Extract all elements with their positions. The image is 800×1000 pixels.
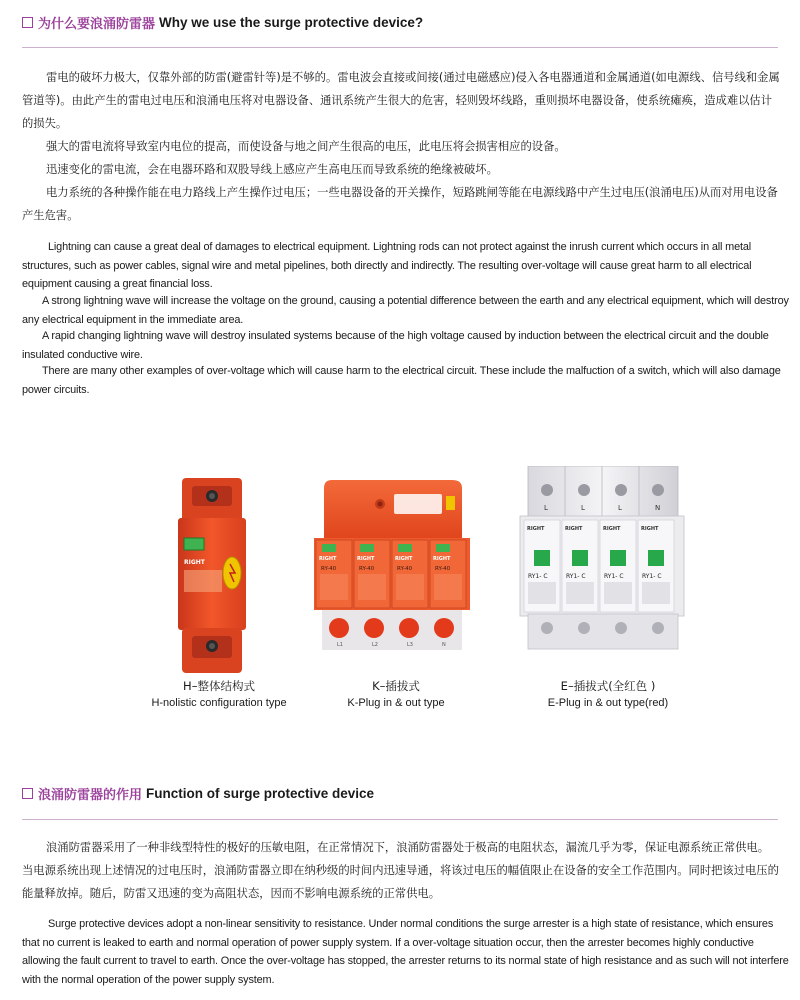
product-caption-e [508, 678, 708, 712]
product-image-h-type [172, 478, 252, 673]
brand-label: RIGHT [319, 556, 337, 562]
section-title-en: Function of surge protective device [146, 786, 375, 801]
product-image-k-type [312, 478, 472, 653]
cn-paragraph-2: 强大的雷电流将导致室内电位的提高，而使设备与地之间产生很高的电压，此电压将会损害相应的设备。 [46, 140, 566, 153]
product-image-e-type [518, 466, 686, 651]
module-label: RY-40 [359, 566, 375, 572]
checkbox-square-icon [22, 788, 33, 799]
en-paragraph-function: Surge protective devices adopt a non-linear sensitivity to resistance. Under normal conditions the surge arrester is a high state of resistance, which ensures that no current is leaked to earth and normal operation of power supply system. If a over-voltage situation occur, then the arrester becomes highly conductive allowing the fault current to travel to earth. Once the over-voltage has stopped, the arrester returns to its normal state of high resistance and as such will not interfere with the normal operation of the power supply system. [22, 918, 789, 986]
section-title-en: Why we use the surge protective device? [159, 15, 424, 30]
cn-paragraph-4: 电力系统的各种操作能在电力路线上产生操作过电压；一些电器设备的开关操作，短路跳闸等能在电源线路中产生过电压(浪涌电压)从而对用电设备产生危害。 [22, 186, 778, 222]
terminal-label: L [544, 504, 548, 512]
cn-paragraph-3: 迅速变化的雷电流，会在电器环路和双股导线上感应产生高电压而导致系统的绝缘被破坏。 [46, 163, 498, 176]
cn-paragraph-1: 雷电的破坏力极大，仅靠外部的防雷(避雷针等)是不够的。雷电波会直接或间接(通过电磁感应)侵入各电器通道和金属通道(如电源线、信号线和金属管道等)。由此产生的雷电过电压和浪涌电压将对电器设备、通讯系统产生很大的危害，轻则毁坏线路，重则损坏电器设备，使系统瘫痪，造成难以估计的损失。 [22, 71, 780, 130]
cn-paragraph-function: 浪涌防雷器采用了一种非线型特性的极好的压敏电阻，在正常情况下，浪涌防雷器处于极高的电阻状态，漏流几乎为零，保证电源系统正常供电。当电源系统出现上述情况的过电压时，浪涌防雷器立即在纳秒级的时间内迅速导通，将该过电压的幅值限止在设备的安全工作范围内。同时把该过电压的能量释放掉。随后，防雷又迅速的变为高阻状态，因而不影响电源系统的正常供电。 [22, 841, 779, 900]
module-label: RY1- C [604, 573, 624, 580]
en-paragraph-3: A rapid changing lightning wave will destroy insulated systems because of the high voltage caused by induction between the electrical circuit and the double insulated conductive wire. [22, 330, 769, 361]
module-label: RY-40 [321, 566, 337, 572]
section-divider [22, 47, 778, 48]
caption-en: H-nolistic configuration type [151, 697, 287, 709]
section-divider [22, 819, 778, 820]
caption-cn: E–插拔式(全红色 ) [560, 679, 656, 693]
brand-label: RIGHT [527, 526, 545, 532]
product-caption-h [119, 678, 319, 712]
section-header-function [22, 784, 374, 803]
checkbox-square-icon [22, 17, 33, 28]
product-caption-k [306, 678, 486, 712]
brand-label: RIGHT [603, 526, 621, 532]
terminal-label: L [618, 504, 622, 512]
brand-label: RIGHT [433, 556, 451, 562]
module-label: RY-40 [435, 566, 451, 572]
module-label: RY1- C [528, 573, 548, 580]
brand-label: RIGHT [641, 526, 659, 532]
terminal-label: L [581, 504, 585, 512]
module-label: RY1- C [642, 573, 662, 580]
terminal-label: L1 [337, 642, 343, 648]
caption-en: K-Plug in & out type [347, 697, 445, 709]
terminal-label: N [655, 504, 661, 512]
section-title-cn: 为什么要浪涌防雷器 [38, 17, 156, 32]
brand-label: RIGHT [395, 556, 413, 562]
caption-en: E-Plug in & out type(red) [547, 697, 669, 709]
brand-label: RIGHT [184, 559, 205, 566]
module-label: RY-40 [397, 566, 413, 572]
terminal-label: N [442, 642, 446, 648]
module-label: RY1- C [566, 573, 586, 580]
section-title-cn: 浪涌防雷器的作用 [38, 788, 143, 803]
terminal-label: L3 [407, 642, 413, 648]
en-paragraph-2: A strong lightning wave will increase the voltage on the ground, causing a potential difference between the earth and any electrical equipment, which will destroy any electrical equipment in the immediate area. [22, 295, 789, 326]
brand-label: RIGHT [357, 556, 375, 562]
caption-cn: K–插拔式 [372, 679, 420, 693]
terminal-label: L2 [372, 642, 378, 648]
section-header-why [22, 13, 423, 32]
caption-cn: H–整体结构式 [183, 679, 255, 693]
en-paragraph-1: Lightning can cause a great deal of damages to electrical equipment. Lightning rods can not protect against the inrush current which occurs in all metal structures, such as power cables, signal wire and metal pipelines, both directly and indirectly. The resulting over-voltage will cause great harm to all electrical equipment causing a great financial loss. [22, 241, 752, 290]
brand-label: RIGHT [565, 526, 583, 532]
en-paragraph-4: There are many other examples of over-voltage which will cause harm to the electrical circuit. These include the malfuction of a switch, which will also damage power circuits. [22, 365, 781, 396]
